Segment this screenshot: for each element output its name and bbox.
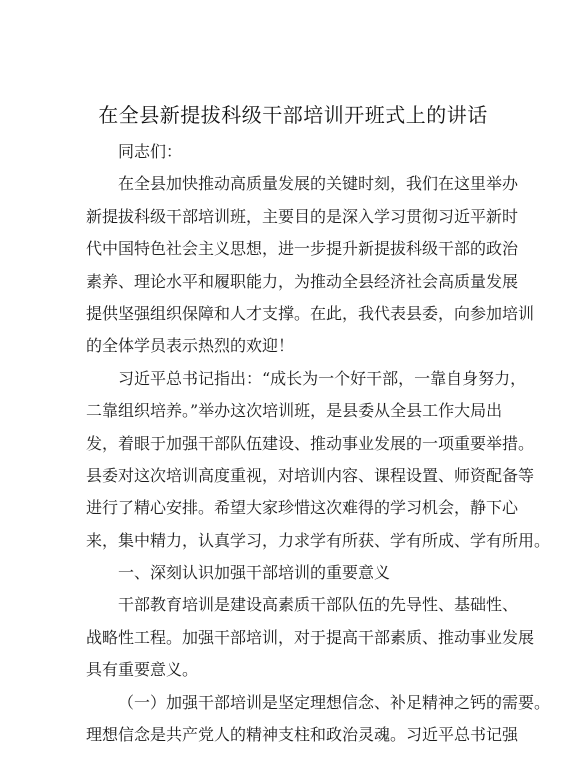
text-line: 一、深刻认识加强干部培训的重要意义 — [118, 563, 391, 583]
text-line: 的全体学员表示热烈的欢迎！ — [86, 336, 295, 356]
text-line: 二靠组织培养。”举办这次培训班，是县委从全县工作大局出 — [86, 401, 503, 421]
page-title: 在全县新提拔科级干部培训开班式上的讲话 — [98, 103, 488, 127]
text-line: 发，着眼于加强干部队伍建设、推动事业发展的一项重要举措。 — [86, 433, 535, 453]
text-line: 提供坚强组织保障和人才支撑。在此，我代表县委，向参加培训 — [86, 303, 535, 323]
text-line: 在全县加快推动高质量发展的关键时刻，我们在这里举办 — [118, 174, 519, 194]
document-body — [86, 136, 551, 751]
text-line: 素养、理论水平和履职能力，为推动全县经济社会高质量发展 — [86, 271, 519, 291]
text-line: 战略性工程。加强干部培训，对于提高干部素质、推动事业发展 — [86, 627, 535, 647]
text-line: 新提拔科级干部培训班，主要目的是深入学习贯彻习近平新时 — [86, 206, 519, 226]
text-line: 干部教育培训是建设高素质干部队伍的先导性、基础性、 — [118, 595, 519, 615]
text-line: 县委对这次培训高度重视，对培训内容、课程设置、师资配备等 — [86, 465, 535, 485]
text-line: 同志们： — [118, 142, 183, 161]
text-line: 代中国特色社会主义思想，进一步提升新提拔科级干部的政治 — [86, 239, 519, 259]
text-line: （一）加强干部培训是坚定理想信念、补足精神之钙的需要。 — [118, 692, 551, 712]
text-line: 来，集中精力，认真学习，力求学有所获、学有所成、学有所用。 — [86, 530, 551, 550]
text-line: 进行了精心安排。希望大家珍惜这次难得的学习机会，静下心 — [86, 498, 519, 518]
text-line: 理想信念是共产党人的精神支柱和政治灵魂。习近平总书记强 — [86, 725, 519, 745]
text-line: 习近平总书记指出：“成长为一个好干部，一靠自身努力， — [118, 368, 527, 388]
text-line: 具有重要意义。 — [86, 660, 199, 680]
